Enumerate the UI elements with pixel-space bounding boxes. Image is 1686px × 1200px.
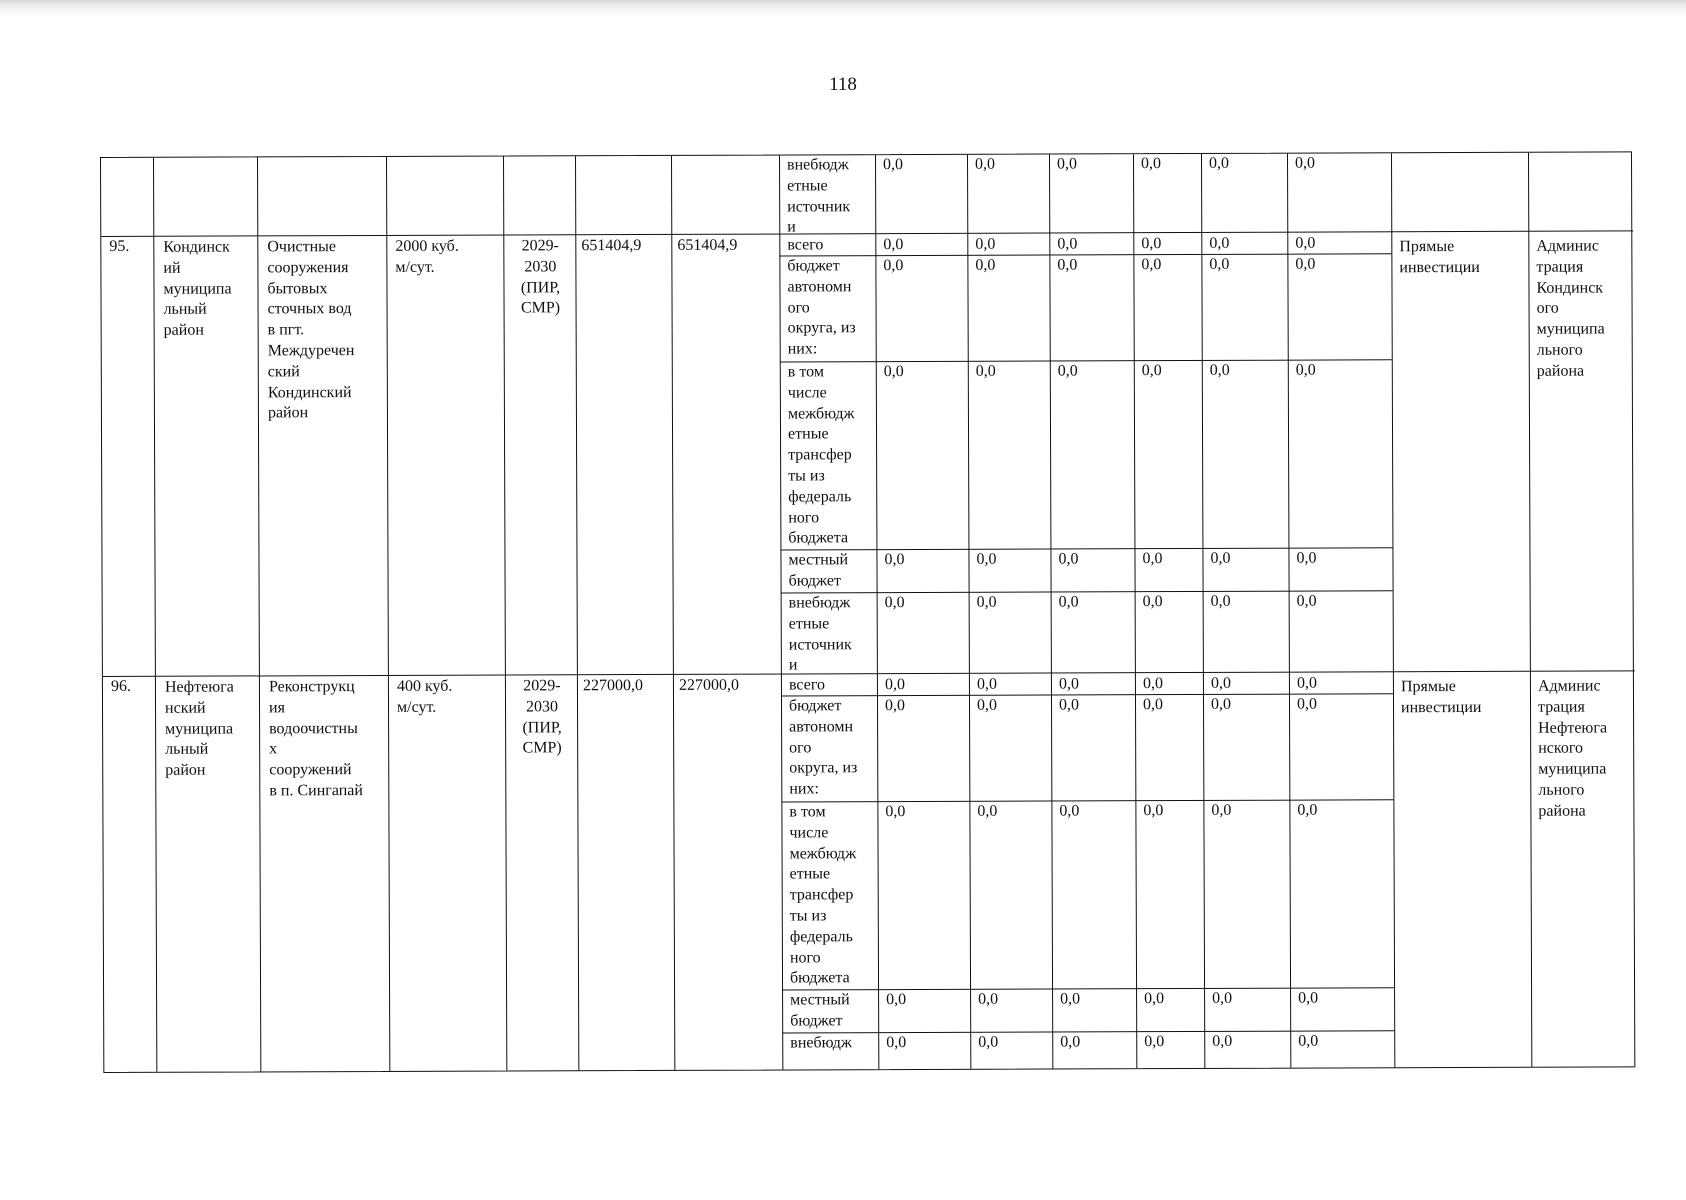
value-cell: 0,0 [1059, 802, 1080, 820]
value-cell: 0,0 [975, 362, 996, 380]
scan-edge [0, 0, 1686, 16]
municipality-cell: Кондинск ий муниципа льный район [163, 238, 232, 339]
value-cell: 0,0 [886, 991, 907, 1009]
value-cell: 0,0 [1143, 802, 1164, 820]
funding-source-cell: внебюдж етные источник и [788, 594, 852, 674]
capacity-cell: 2000 куб. м/сут. [395, 237, 459, 276]
value-cell: 0,0 [1212, 1032, 1233, 1050]
row-rule [103, 670, 1635, 677]
value-cell: 0,0 [1060, 990, 1081, 1008]
funding-source-cell: местный бюджет [790, 991, 850, 1030]
value-cell: 0,0 [1141, 256, 1162, 274]
investment-form-cell: Прямые инвестиции [1399, 238, 1480, 277]
value-cell: 0,0 [1296, 549, 1317, 567]
value-cell: 0,0 [1296, 695, 1318, 713]
value-cell: 0,0 [1295, 361, 1316, 379]
value-cell: 0,0 [1298, 989, 1319, 1007]
funding-source-cell: в том числе межбюдж етные трансфер ты из федераль ного бюджета [787, 363, 855, 547]
column-rule [967, 155, 971, 1069]
funding-source-cell: бюджет автономн ого округа, из них: [787, 257, 856, 358]
value-cell: 0,0 [1142, 696, 1164, 714]
object-cell: Реконструкц ия водоочистны х сооружений в п. Сингапай [268, 678, 363, 800]
value-cell: 0,0 [976, 675, 997, 693]
cost-remaining-cell: 651404,9 [677, 236, 738, 254]
value-cell: 0,0 [1142, 675, 1163, 693]
period-cell: 2029- 2030 (ПИР, СМР) [520, 237, 561, 317]
row-number: 95. [109, 237, 130, 255]
value-cell: 0,0 [1057, 235, 1078, 253]
value-cell: 0,0 [883, 363, 904, 381]
funding-source-cell: всего [787, 236, 824, 254]
value-cell: 0,0 [1295, 255, 1316, 273]
value-cell: 0,0 [883, 257, 904, 275]
value-cell: 0,0 [976, 593, 997, 611]
value-cell: 0,0 [976, 550, 997, 568]
column-rule [779, 156, 783, 1070]
column-rule [1391, 153, 1395, 1067]
funding-source-cell: в том числе межбюдж етные трансфер ты из федераль ного бюджета [789, 803, 857, 987]
investment-form-cell: Прямые инвестиции [1400, 678, 1482, 717]
cost-total-cell: 651404,9 [581, 237, 642, 255]
value-cell: 0,0 [1058, 550, 1079, 568]
value-cell: 0,0 [1058, 675, 1079, 693]
column-rule [1049, 155, 1053, 1069]
investment-table [100, 151, 1635, 1073]
row-number: 96. [110, 677, 131, 695]
column-rule [1528, 153, 1532, 1067]
value-cell: 0,0 [884, 594, 905, 612]
column-rule [1201, 154, 1205, 1068]
value-cell: 0,0 [1296, 592, 1317, 610]
value-cell: 0,0 [1210, 549, 1231, 567]
value-cell: 0,0 [975, 256, 996, 274]
object-cell: Очистные сооружения бытовых сточных вод в пгт. Междуречен ский Кондинский район [267, 238, 355, 422]
value-cell: 0,0 [1141, 362, 1162, 380]
responsible-cell: Админис трация Нефтеюга нского муниципа льного района [1537, 677, 1608, 820]
column-rule [875, 155, 879, 1069]
value-cell: 0,0 [1298, 1032, 1319, 1050]
period-cell: 2029- 2030 (ПИР, СМР) [522, 677, 562, 757]
funding-source-cell: внебюдж етные источник и [787, 156, 851, 236]
value-cell: 0,0 [1210, 592, 1231, 610]
value-cell: 0,0 [1144, 1033, 1165, 1051]
value-cell: 0,0 [1141, 155, 1162, 173]
value-cell: 0,0 [978, 990, 999, 1008]
value-cell: 0,0 [1141, 235, 1162, 253]
value-cell: 0,0 [1209, 361, 1230, 379]
value-cell: 0,0 [1211, 801, 1232, 819]
row-rule [101, 230, 1633, 237]
value-cell: 0,0 [1057, 362, 1078, 380]
municipality-cell: Нефтеюга нский муниципа льный район [164, 678, 234, 779]
page-number: 118 [829, 74, 857, 95]
value-cell: 0,0 [885, 803, 906, 821]
value-cell: 0,0 [1209, 255, 1230, 273]
value-cell: 0,0 [884, 676, 905, 694]
responsible-cell: Админис трация Кондинск ого муниципа льного района [1536, 237, 1605, 380]
funding-source-cell: внебюдж [790, 1034, 852, 1052]
capacity-cell: 400 куб. м/сут. [396, 677, 453, 716]
value-cell: 0,0 [883, 236, 904, 254]
column-rule [386, 157, 390, 1071]
value-cell: 0,0 [1294, 154, 1316, 172]
value-cell: 0,0 [975, 235, 996, 253]
value-cell: 0,0 [976, 696, 998, 714]
column-rule [575, 156, 579, 1070]
column-rule [1287, 154, 1291, 1068]
value-cell: 0,0 [977, 802, 998, 820]
cost-total-cell: 227000,0 [582, 677, 643, 695]
value-cell: 0,0 [884, 697, 906, 715]
funding-source-cell: местный бюджет [788, 551, 849, 590]
value-cell: 0,0 [1058, 593, 1079, 611]
value-cell: 0,0 [1296, 674, 1317, 692]
value-cell: 0,0 [884, 551, 905, 569]
column-rule [671, 156, 675, 1070]
funding-source-cell: всего [788, 676, 826, 694]
column-rule [503, 157, 507, 1071]
cost-remaining-cell: 227000,0 [678, 676, 739, 694]
value-cell: 0,0 [1057, 155, 1078, 173]
value-cell: 0,0 [886, 1034, 907, 1052]
value-cell: 0,0 [1060, 1033, 1081, 1051]
value-cell: 0,0 [978, 1033, 999, 1051]
value-cell: 0,0 [1142, 593, 1163, 611]
value-cell: 0,0 [1210, 695, 1232, 713]
funding-source-cell: бюджет автономн ого округа, из них: [788, 697, 858, 798]
column-rule [257, 157, 261, 1071]
column-rule [153, 158, 157, 1072]
value-cell: 0,0 [975, 155, 996, 173]
value-cell: 0,0 [1210, 674, 1231, 692]
value-cell: 0,0 [1058, 696, 1080, 714]
value-cell: 0,0 [1212, 989, 1233, 1007]
value-cell: 0,0 [1144, 990, 1165, 1008]
value-cell: 0,0 [1142, 550, 1163, 568]
value-cell: 0,0 [883, 156, 904, 174]
value-cell: 0,0 [1297, 801, 1318, 819]
value-cell: 0,0 [1057, 256, 1078, 274]
value-cell: 0,0 [1295, 234, 1316, 252]
value-cell: 0,0 [1209, 234, 1230, 252]
column-rule [1133, 154, 1137, 1068]
value-cell: 0,0 [1208, 154, 1230, 172]
